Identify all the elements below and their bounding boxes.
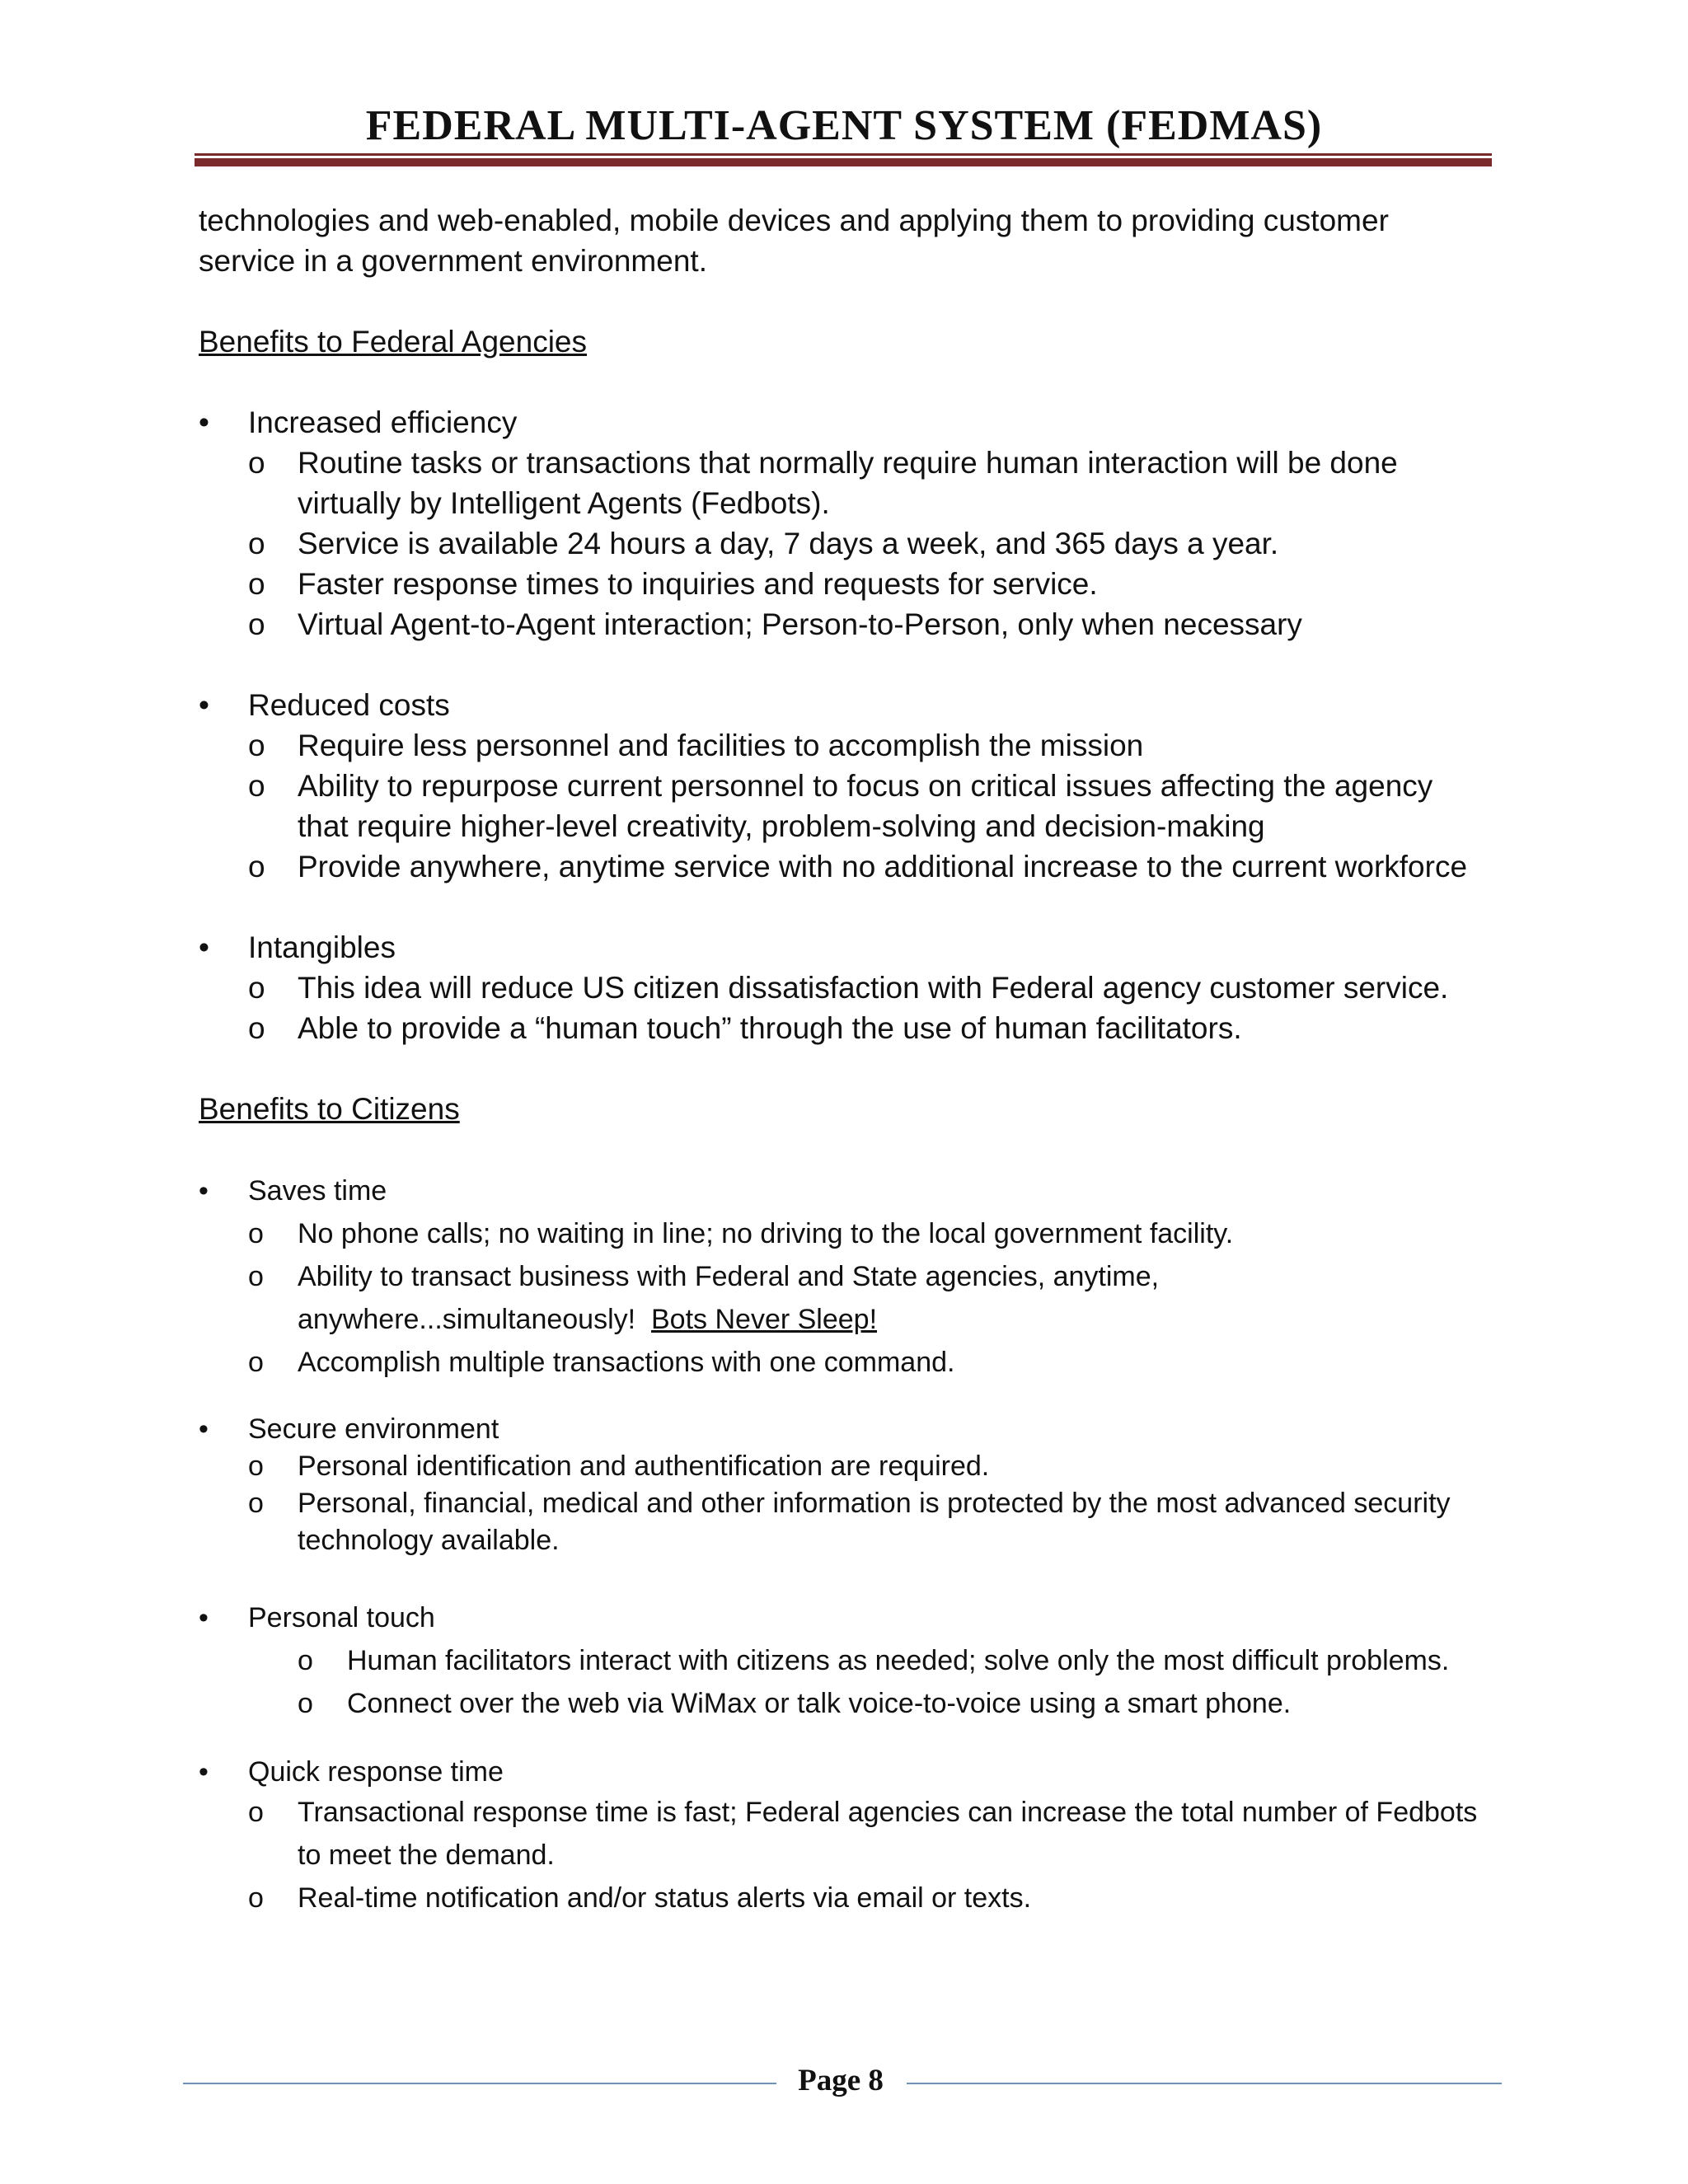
document-body bbox=[199, 200, 1501, 1919]
section-heading-federal: Benefits to Federal Agencies bbox=[199, 325, 588, 359]
bots-never-sleep-text: Bots Never Sleep! bbox=[651, 1304, 878, 1335]
sub-bullet-icon: o bbox=[248, 527, 265, 560]
list-item: o Ability to transact business with Federal and State agencies, anytime, anywhere...simultaneously! Bots Never Sleep! bbox=[199, 1255, 1501, 1341]
sub-bullet-icon: o bbox=[248, 971, 265, 1005]
bullet-quick-response-time: • Quick response time bbox=[199, 1753, 1501, 1791]
list-item: o Human facilitators interact with citizens as needed; solve only the most difficult problems. bbox=[199, 1639, 1501, 1682]
list-item: o Connect over the web via WiMax or talk voice-to-voice using a smart phone. bbox=[199, 1682, 1501, 1725]
list-item: o Service is available 24 hours a day, 7 days a week, and 365 days a year. bbox=[199, 523, 1501, 564]
sub-bullet-icon: o bbox=[248, 1218, 264, 1249]
bullet-dot-icon: • bbox=[199, 930, 209, 964]
sub-bullet-icon: o bbox=[248, 850, 265, 883]
list-item: o Faster response times to inquiries and requests for service. bbox=[199, 564, 1501, 604]
intro-line-2: service in a government environment. bbox=[199, 244, 707, 278]
bullet-secure-environment: • Secure environment bbox=[199, 1410, 1501, 1448]
list-item: o This idea will reduce US citizen dissatisfaction with Federal agency customer service. bbox=[199, 968, 1501, 1008]
sub-bullet-icon: o bbox=[248, 1261, 264, 1292]
sub-bullet-icon: o bbox=[248, 1451, 264, 1482]
bullet-reduced-costs: • Reduced costs bbox=[199, 685, 1501, 725]
bullet-increased-efficiency: • Increased efficiency bbox=[199, 402, 1501, 443]
bullet-dot-icon: • bbox=[199, 405, 209, 439]
bullet-saves-time: • Saves time bbox=[199, 1169, 1501, 1212]
list-item: o Provide anywhere, anytime service with no additional increase to the current workforce bbox=[199, 846, 1501, 887]
sub-bullet-icon: o bbox=[248, 1797, 264, 1828]
page-number: Page 8 bbox=[798, 2064, 884, 2097]
bullet-dot-icon: • bbox=[199, 688, 209, 722]
sub-bullet-icon: o bbox=[248, 769, 265, 803]
sub-bullet-icon: o bbox=[298, 1645, 313, 1676]
sub-bullet-icon: o bbox=[248, 1488, 264, 1519]
footer-rule-left bbox=[183, 2083, 776, 2084]
bullet-dot-icon: • bbox=[199, 1756, 209, 1788]
sub-bullet-icon: o bbox=[298, 1688, 313, 1719]
list-item: o No phone calls; no waiting in line; no driving to the local government facility. bbox=[199, 1212, 1501, 1255]
page-header-title: FEDERAL MULTI-AGENT SYSTEM (FEDMAS) bbox=[365, 102, 1323, 149]
sub-bullet-icon: o bbox=[248, 1882, 264, 1914]
bullet-personal-touch: • Personal touch bbox=[199, 1596, 1501, 1639]
sub-bullet-icon: o bbox=[248, 1011, 265, 1045]
bullet-intangibles: • Intangibles bbox=[199, 927, 1501, 968]
list-item: o Accomplish multiple transactions with one command. bbox=[199, 1341, 1501, 1384]
list-item: o Able to provide a “human touch” through the use of human facilitators. bbox=[199, 1008, 1501, 1048]
bullet-dot-icon: • bbox=[199, 1413, 209, 1445]
list-item: o Routine tasks or transactions that normally require human interaction will be done virtually by Intelligent Agents (Fedbots). bbox=[199, 443, 1501, 523]
sub-bullet-icon: o bbox=[248, 1347, 264, 1378]
list-item: o Personal, financial, medical and other information is protected by the most advanced security technology available. bbox=[199, 1485, 1501, 1559]
bullet-dot-icon: • bbox=[199, 1602, 209, 1633]
list-item: o Personal identification and authentification are required. bbox=[199, 1448, 1501, 1485]
header-rule-thin bbox=[195, 153, 1492, 156]
list-item: o Real-time notification and/or status alerts via email or texts. bbox=[199, 1877, 1501, 1919]
citizens-benefits-list bbox=[199, 1169, 1501, 1919]
list-item: o Virtual Agent-to-Agent interaction; Person-to-Person, only when necessary bbox=[199, 604, 1501, 644]
intro-line-1: technologies and web-enabled, mobile devices and applying them to providing customer bbox=[199, 204, 1389, 237]
sub-bullet-icon: o bbox=[248, 446, 265, 480]
sub-bullet-icon: o bbox=[248, 729, 265, 762]
bullet-dot-icon: • bbox=[199, 1175, 209, 1207]
header-rule-thick bbox=[195, 158, 1492, 166]
section-heading-citizens: Benefits to Citizens bbox=[199, 1092, 460, 1126]
sub-bullet-icon: o bbox=[248, 567, 265, 601]
list-item: o Ability to repurpose current personnel to focus on critical issues affecting the agency that require higher-level creativity, problem-solving and decision-making bbox=[199, 766, 1501, 846]
list-item: o Require less personnel and facilities to accomplish the mission bbox=[199, 725, 1501, 766]
footer-rule-right bbox=[907, 2083, 1502, 2084]
sub-bullet-icon: o bbox=[248, 607, 265, 641]
list-item: o Transactional response time is fast; Federal agencies can increase the total number of Fedbots to meet the demand. bbox=[199, 1791, 1501, 1877]
